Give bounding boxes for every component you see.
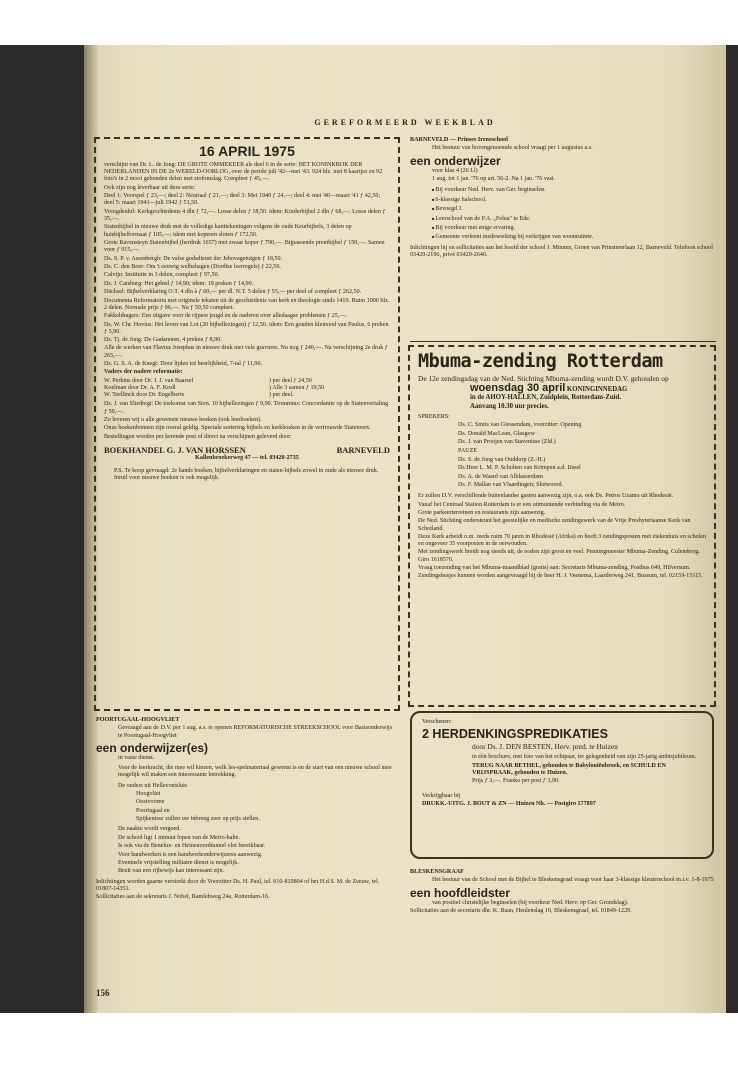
shop-address: Kallenbroekerweg 47 — tel. 03420-2735: [195, 455, 299, 462]
barneveld-bullet: ■ Gemeente verleent medewerking bij verkrijgen van woonruimte.: [410, 233, 716, 241]
bookshop-paragraph: Ds. C. den Boer: Om 't eeuwig welbehagen (Dordtse leerregels) ƒ 22,50.: [104, 263, 281, 270]
bookshop-paragraph: Ook zijn nog leverbaar uit deze serie:: [104, 184, 196, 191]
mbuma-paragraph: Met zendingswerk breidt nog steeds uit, de noden zijn groot en veel. Penningmeester Mbuma-Zending, Culemborg. Giro 1618570.: [418, 549, 700, 563]
bookshop-paragraph: Ds. G. S. A. de Knegt: Door lijden tot heerlijkheid, 7-tal ƒ 11,90.: [104, 361, 263, 368]
newspaper-page: [84, 45, 726, 1013]
barneveld-intro: Het bestuur van bovengenoemde school vraagt per 1 augustus a.s.: [432, 145, 593, 152]
bookshop-paragraph: Ds. S. P. v. Assenbergh: De valse godsdienst der Jehovagetuigen ƒ 18,50.: [104, 255, 283, 262]
mbuma-paragraph: Zendingsbusjes kunnen worden aangevraagd bij de heer H. J. Veenema, Laarderweg 241, Bussum, tel. 02159-15115.: [418, 573, 703, 580]
mbuma-time: Aanvang 10.30 uur precies.: [470, 402, 549, 410]
preken-author: door Ds. J. DEN BESTEN, Herv. pred. te Huizen: [472, 742, 618, 752]
preken-avail: Verkrijgbaar bij: [422, 792, 461, 799]
bookshop-paragraph: Ds. W. Chr. Hovius: Het leven van Lot (20 bijbellezingen) ƒ 12,50. idem: Een gouden kleinood van Paulus, 6 preken ƒ 5,90.: [104, 321, 389, 335]
barneveld-bullet: ■ Bij voorkeur met enige ervaring.: [410, 224, 716, 232]
shop-name: BOEKHANDEL G. J. VAN HORSSEN: [104, 445, 246, 456]
shop-city: BARNEVELD: [336, 445, 390, 456]
poortugaal-line: Eventuele vrijstelling militaire dienst is mogelijk.: [118, 859, 239, 866]
vaders-row: [104, 378, 390, 385]
mbuma-speaker: Ds. C. Smits van Giessendam, voorzitter: Opening: [458, 422, 582, 429]
bookshop-paragraph: Documenta Reformatoria met originele teksten uit de geschiedenis van kerk en theologie sinds 1419. Ruim 1000 blz. 2 delen. Normale prijs ƒ 96,—. Nu ƒ 59,50 compleet.: [104, 297, 390, 311]
poortugaal-footer1: Inlichtingen worden gaarne verstrekt door de Voorzitter Ds. H. Paul, tel. 010-810804 of het H.d.S. M. de Zeeuw, tel. 01807-14351.: [96, 878, 380, 892]
bookshop-paragraph: Statenbijbel in nieuwe druk met de volledige kanttekeningen volgens de oude Keurbijbels, 3 delen op huisbijbelformaat ƒ 105,—; idem met koperen sloten ƒ 172,50.: [104, 224, 352, 238]
mbuma-paragraph: Vanaf het Centraal Station Rotterdam is er een uitmuntende verbinding via de Metro.: [418, 501, 626, 508]
preken-title: 2 HERDENKINGSPREDIKATIES: [422, 727, 608, 742]
bookshop-paragraph: verschijnt van Dr. L. de Jong: DE GROTE OMMEKEER als deel 6 in de serie: HET KONINKRIJK DER NEDERLANDEN IN DE 2e WERELD-OORLOG, over de perido juli '42—mei '43. 924 blz. met 8 kaartjes en 92 foto's in 2 mooi gebonden delen met stofomslag. Compleet ƒ 45,—.: [104, 162, 383, 183]
vaders-title-text: W. Teellinck door Dr. Engelberts: [104, 392, 185, 399]
mbuma-ad: [408, 345, 716, 707]
mbuma-ad-body: [418, 351, 706, 582]
barneveld-sub2: 1 aug. tot 1 jan. '76 op art. 56-2. Na 1 jan. '76 vast.: [432, 176, 556, 183]
mbuma-speakers-2: [418, 457, 706, 489]
mbuma-title: Mbuma-zending Rotterdam: [418, 351, 663, 372]
bookshop-paragraphs-2: [104, 401, 390, 441]
mbuma-speaker: Ds. Donald MacLean, Glasgow: [458, 430, 535, 437]
barneveld-bullet: ■ Leerschool van de P.A. „Felua" te Ede.: [410, 215, 716, 223]
mbuma-paragraph: Er zullen D.V. verschillende buitenlandse gasten aanwezig zijn, o.a. ook Ds. Petros Uzamo uit Rhodesië.: [418, 493, 674, 500]
vaders-row: [104, 385, 390, 392]
barneveld-footer: Inlichtingen bij en sollicitaties aan het hoofd der school J. Minnen, Groen van Prinstererlaan 12, Barneveld. Telefoon school 03420-2196, privé 03420-2640.: [410, 244, 713, 258]
bookshop-paragraph: Grote Ravensteyn Statenbijbel (herdruk 1657) met zwaar koper ƒ 790,—. Bijpassende prentbijbel ƒ 150,—. Samen voor ƒ 915,—.: [104, 239, 385, 254]
bookshop-paragraphs: [104, 162, 390, 368]
poortugaal-line: Is ook via de Benelux- en Heinenoordtunnel vlot bereikbaar.: [118, 843, 266, 850]
mbuma-speaker: Ds. J. van Proojen van Stavenisse (Zld.): [458, 439, 556, 446]
bookshop-paragraph: Zo leveren wij u alle gewenste nieuwe boeken (ook leesboeken).: [104, 417, 262, 424]
poortugaal-ad: [96, 717, 396, 903]
barneveld-bullet: ■ Bevoegd J.: [410, 205, 716, 213]
mbuma-paragraph: Deze Kerk arbeidt o.m. reeds ruim 70 jaren in Rhodesië (Afrika) en heeft 3 zendingsposten met ziekenhuis en scholen en ongeveer 35 voorposten in de oerwouden.: [418, 533, 707, 548]
vaders-title-text: W. Perkins door Dr. J. J. van Baarsel: [104, 377, 194, 384]
poortugaal-places: [96, 791, 396, 815]
mbuma-speakers-label: SPREKERS:: [418, 413, 450, 420]
poortugaal-line: Voor handwerken is een handwerkonderwijzeres aanwezig.: [118, 851, 263, 858]
barneveld-ad: [410, 137, 716, 260]
poortugaal-intro: Gevraagd aan de D.V. per 1 aug. a.s. te openen REFORMATORISCHE STREEKSCHOOL voor Basisonderwijs te Poortugaal-Hoogvliet: [118, 725, 393, 739]
preken-publisher: DRUKK.-UITG. J. BOUT & ZN — Huizen Nh. — Postgiro 177897: [422, 800, 596, 807]
vaders-row: [104, 392, 390, 399]
vaders-price: ) Alle 3 samen ƒ 19,50: [269, 385, 325, 392]
vaders-title: Vaders der nadere reformatie:: [104, 369, 183, 376]
poortugaal-title: een onderwijzer(es): [96, 740, 209, 755]
vaders-price: ) per deel ƒ 24,50: [269, 377, 312, 384]
ad-date: 16 APRIL 1975: [199, 143, 295, 159]
preken-p2: TERUG NAAR BETHEL, gehouden te Babyloniënbroek, en SCHULD EN VRIJSPRAAK, gehouden te Huizen.: [472, 762, 666, 776]
bookshop-paragraph: Ds. J. van Sliedregt: De toekomst van Sion. 10 bijbellezingen ƒ 9,90. Trommius: Concordantie op de Statenvertaling ƒ 59,—.: [104, 401, 389, 415]
bookshop-paragraph: Ds. Tj. de Jong: De Gadarenen, 4 preken ƒ 8,90.: [104, 337, 222, 344]
shop-name-row: [104, 445, 390, 455]
preken-ad: [410, 711, 714, 859]
bookshop-paragraph: Bestellingen worden per kerende post of direct na verschijnen geleverd door:: [104, 433, 292, 440]
mbuma-paragraph: Grote parkeerterreinen en restaurants zijn aanwezig.: [418, 509, 546, 516]
mbuma-venue: in de AHOY-HALLEN, Zuidplein, Rotterdam-Zuid.: [470, 393, 622, 401]
bookshop-paragraph: Vreugdenhil: Kerkgeschiedenis 4 dln ƒ 72,—. Losse delen ƒ 18,50. idem: Kinderbijbel 2 dln ƒ 68,—. Losse delen ƒ 35,—.: [104, 208, 386, 222]
poortugaal-footer2: Sollicitaties aan de sekretaris J. Nobel, Ramlehweg 24a, Rotterdam-16.: [96, 894, 270, 901]
barneveld-bullet: ■ 6-klassige halschool.: [410, 196, 716, 204]
barneveld-bullet: ■ Bij voorkeur Ned. Herv. van Ger. beginselen.: [410, 186, 716, 194]
bookshop-paragraph: Alle de werken van Flavius Josephus in nieuwe druk met vele gravures. Nu nog ƒ 240,—. Na verschijning 2e druk ƒ 265,—.: [104, 345, 388, 359]
bleskensgraaf-p1: van positief christelijke beginselen (bij voorkeur Ned. Herv. op Ger. Grondslag).: [432, 899, 629, 906]
divider: [410, 341, 716, 342]
vaders-title-text: Koelman door Dr. A. F. Krull: [104, 385, 176, 392]
poortugaal-p3: Spijkenisse zullen uw inbreng zeer op prijs stellen.: [136, 816, 260, 823]
poortugaal-p2: De ouders uit Hellevoetsluis: [118, 782, 188, 789]
page-number: 156: [96, 988, 110, 998]
poortugaal-sub: in vaste dienst.: [118, 754, 155, 761]
mbuma-date-row: [418, 381, 706, 394]
preken-price: Prijs ƒ 3,—. Franko per post ƒ 3,90.: [472, 778, 560, 785]
mbuma-pause: PAUZE: [458, 448, 478, 455]
poortugaal-place-item: Hoogvliet: [136, 790, 161, 797]
mbuma-intro: De 12e zendingsdag van de Ned. Stichting Mbuma-zending wordt D.V. gehouden op: [418, 374, 669, 383]
barneveld-place: BARNEVELD — Prinses Ireneschool: [410, 137, 508, 143]
mbuma-paragraphs: [418, 493, 706, 581]
shop-ps: P.S. Te koop gevraagd: 2e hands boeken, bijbelverklaringen en staten-bijbels zowel in oude als nieuwe druk. Inruil voor nieuwe boeken is ook mogelijk.: [114, 468, 379, 482]
poortugaal-p1: Voor de leerkracht, die mee wil kiezen, welk les-spelmateriaal gewenst is en de start van een nieuwe school mee mogelijk wil maken een interessante betrekking.: [118, 765, 392, 779]
running-header: GEREFORMEERD WEEKBLAD: [314, 118, 496, 127]
bookshop-paragraph: Calvijn: Institutie in 3 delen, compleet ƒ 97,50.: [104, 272, 220, 279]
bookshop-ad: [94, 137, 400, 711]
bookshop-paragraph: Deel 1: Voorspel ƒ 23,—; deel 2: Neutraal ƒ 21,—; deel 3: Mei 1940 ƒ 24,—; deel 4: mei '40—maart '41 ƒ 42,50; deel 5: maart 1941—juli 1942 ƒ 51,50.: [104, 193, 381, 207]
barneveld-sub1: voor klas 4 (26 Ll): [432, 167, 478, 174]
mbuma-speaker: Ds. F. Mallan van Vlaardingen; Slotwoord.: [458, 481, 564, 488]
poortugaal-place-item: Poortugaal en: [136, 807, 170, 814]
bleskensgraaf-title: een hoofdleidster: [410, 885, 511, 900]
vaders-list: [104, 378, 390, 400]
bleskensgraaf-ad: [410, 869, 716, 917]
bleskensgraaf-intro: Het bestuur van de School met de Bijbel te Bleskensgraaf vraagt voor haar 3-klassige kleuterschool m.i.v. 1-8-1975: [432, 877, 714, 884]
mbuma-date-suffix: KONINGINNEDAG: [566, 385, 628, 393]
bookshop-paragraph: Fakkeldragers: Een uitgave voor de rijpere jeugd en de ouderen over alledaagse problemen ƒ 25,—.: [104, 313, 347, 320]
poortugaal-place: POORTUGAAL-HOOGVLIET: [96, 717, 180, 723]
preken-p1: in één brochure, met foto van het echtpaar, ter gelegenheid van zijn 25-jarig ambtsjubileum.: [472, 754, 697, 761]
barneveld-bullets: [410, 186, 716, 241]
scan-background: [0, 45, 738, 1013]
bookshop-paragraph: Onze boekenbonnen zijn overal geldig. Speciale sortering bijbels en kerkboeken in de vertrouwde Statenvert.: [104, 425, 371, 432]
bookshop-paragraph: Dächsel: Bijbelverklaring O.T. 4 dln à ƒ 60,— per dl. N.T. 5 delen ƒ 55,— per deel of compleet ƒ 262,50.: [104, 289, 362, 296]
bleskensgraaf-footer: Sollicitaties aan de secretaris dhr. K. Baan, Heulenslag 16, Bleskensgraaf, tel. 01849-1229.: [410, 908, 632, 915]
mbuma-date: woensdag 30 april: [470, 381, 566, 394]
bookshop-paragraph: Ds. J. Catsburg: Het gebed ƒ 14,90; idem: 18 preken ƒ 14,90.: [104, 280, 254, 287]
preken-label: Verschenen:: [422, 719, 452, 725]
bookshop-ad-body: [104, 141, 390, 484]
poortugaal-line: Bezit van een rijbewijs kan interessant zijn.: [118, 868, 225, 875]
mbuma-speaker: Ds. A. de Waard van Alblasserdam: [458, 473, 543, 480]
poortugaal-place-item: Oostvoorne: [136, 799, 165, 806]
preken-ad-body: [422, 719, 702, 809]
bleskensgraaf-place: BLESKENSGRAAF: [410, 869, 464, 875]
mbuma-speakers-1: [418, 422, 706, 446]
poortugaal-line: De naakte wordt vergoed.: [118, 826, 181, 833]
mbuma-speaker: Ds. S. de Jong van Ouddorp (Z.-H.): [458, 456, 546, 463]
poortugaal-line: De school ligt 1 minuut lopen van de Metro-halte.: [118, 834, 241, 841]
vaders-price: ) per deel.: [269, 392, 294, 399]
barneveld-title: een onderwijzer: [410, 153, 501, 168]
poortugaal-lines: [96, 826, 396, 875]
mbuma-paragraph: De Ned. Stichting ondersteunt het geestelijke en medische zendingswerk van de Vrije Presbyteriaanse Kerk van Schotland.: [418, 518, 691, 532]
mbuma-paragraph: Vraag toezending van het Mbuma-maandblad (gratis) aan: Secretaris Mbuma-zending, Postbus 649, Hilversum.: [418, 565, 691, 572]
mbuma-speaker: Ds Heer L. M. P. Scholten van Krimpen a.d. IJssel: [458, 465, 581, 472]
